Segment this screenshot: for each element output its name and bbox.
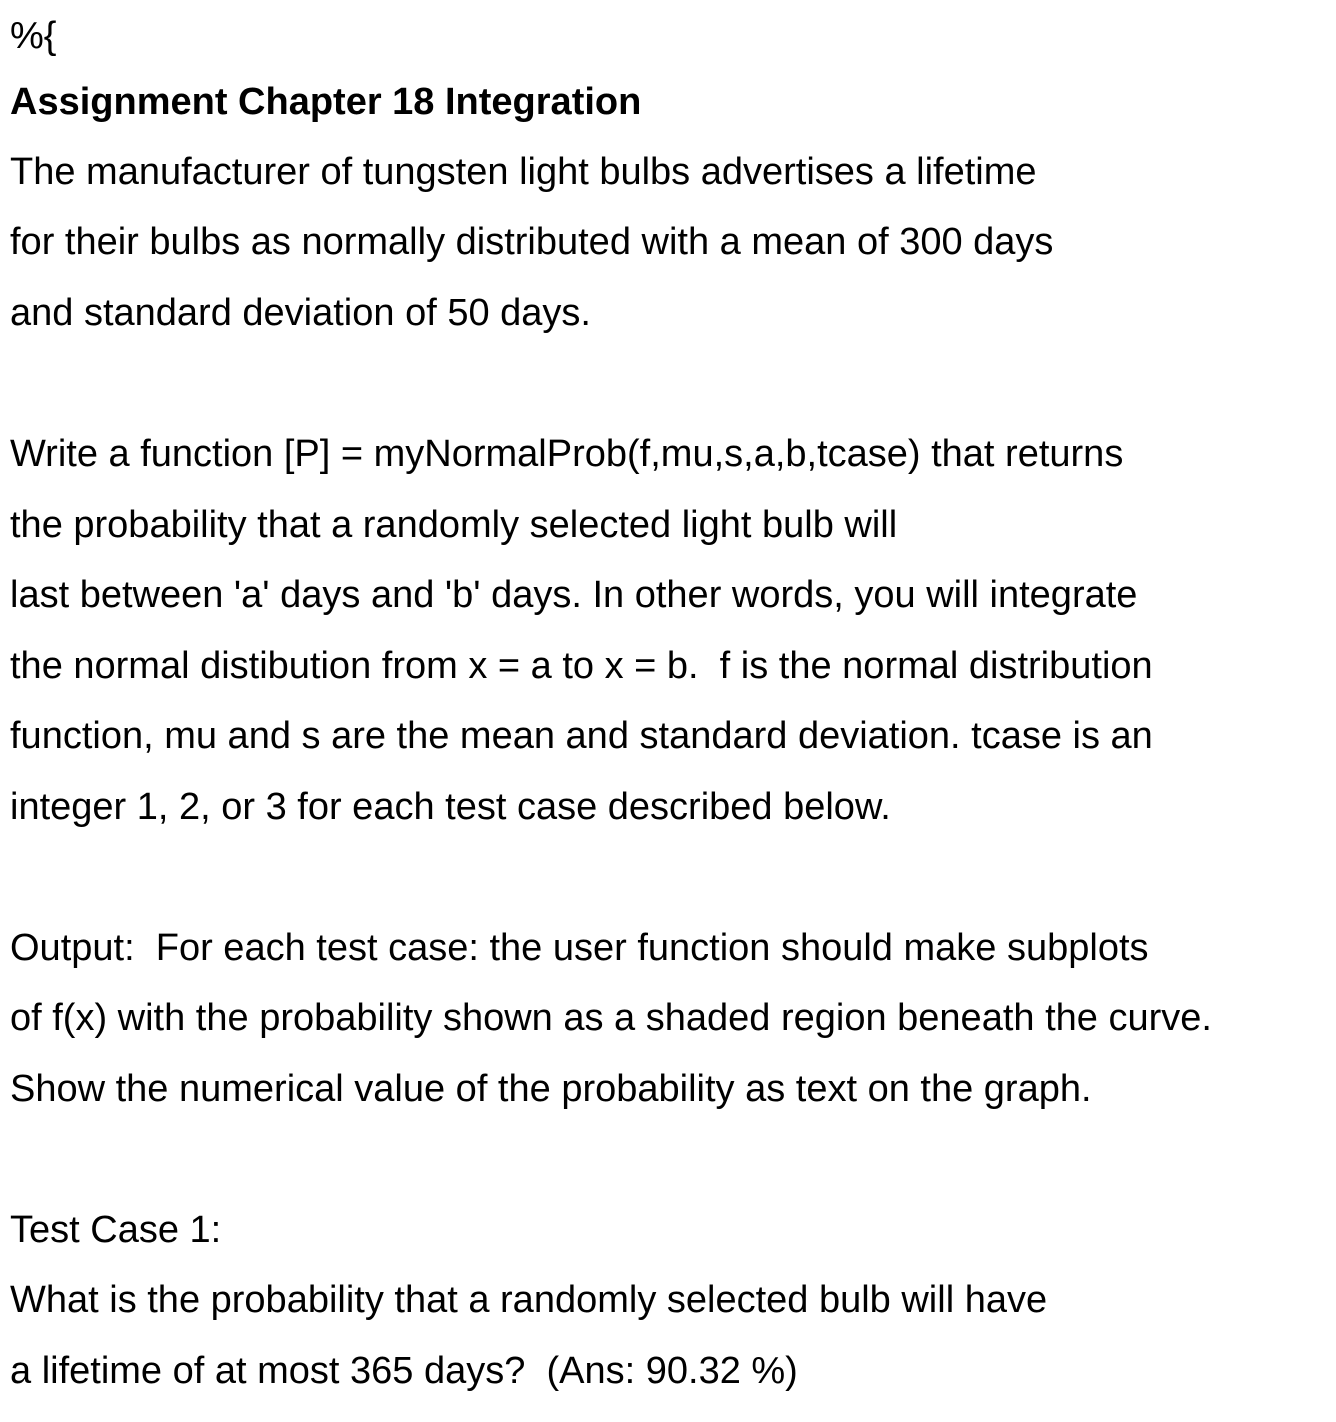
task-line-3: last between 'a' days and 'b' days. In other words, you will integrate <box>10 574 1138 616</box>
task-line-4: the normal distibution from x = a to x = b. f is the normal distribution <box>10 645 1153 687</box>
test-case-1-line-1: What is the probability that a randomly selected bulb will have <box>10 1279 1048 1321</box>
output-line-1: Output: For each test case: the user function should make subplots <box>10 927 1149 969</box>
intro-line-1: The manufacturer of tungsten light bulbs advertises a lifetime <box>10 151 1037 193</box>
task-line-5: function, mu and s are the mean and standard deviation. tcase is an <box>10 715 1153 757</box>
output-line-3: Show the numerical value of the probability as text on the graph. <box>10 1068 1092 1110</box>
intro-line-3: and standard deviation of 50 days. <box>10 292 591 334</box>
task-line-1: Write a function [P] = myNormalProb(f,mu,s,a,b,tcase) that returns <box>10 433 1124 475</box>
task-line-2: the probability that a randomly selected light bulb will <box>10 504 898 546</box>
assignment-title: Assignment Chapter 18 Integration <box>10 81 642 123</box>
intro-line-2: for their bulbs as normally distributed with a mean of 300 days <box>10 221 1054 263</box>
output-line-2: of f(x) with the probability shown as a shaded region beneath the curve. <box>10 997 1212 1039</box>
test-case-1-heading: Test Case 1: <box>10 1209 222 1251</box>
task-line-6: integer 1, 2, or 3 for each test case described below. <box>10 786 891 828</box>
comment-open-marker: %{ <box>10 15 57 57</box>
test-case-1-line-2: a lifetime of at most 365 days? (Ans: 90.32 %) <box>10 1350 798 1392</box>
